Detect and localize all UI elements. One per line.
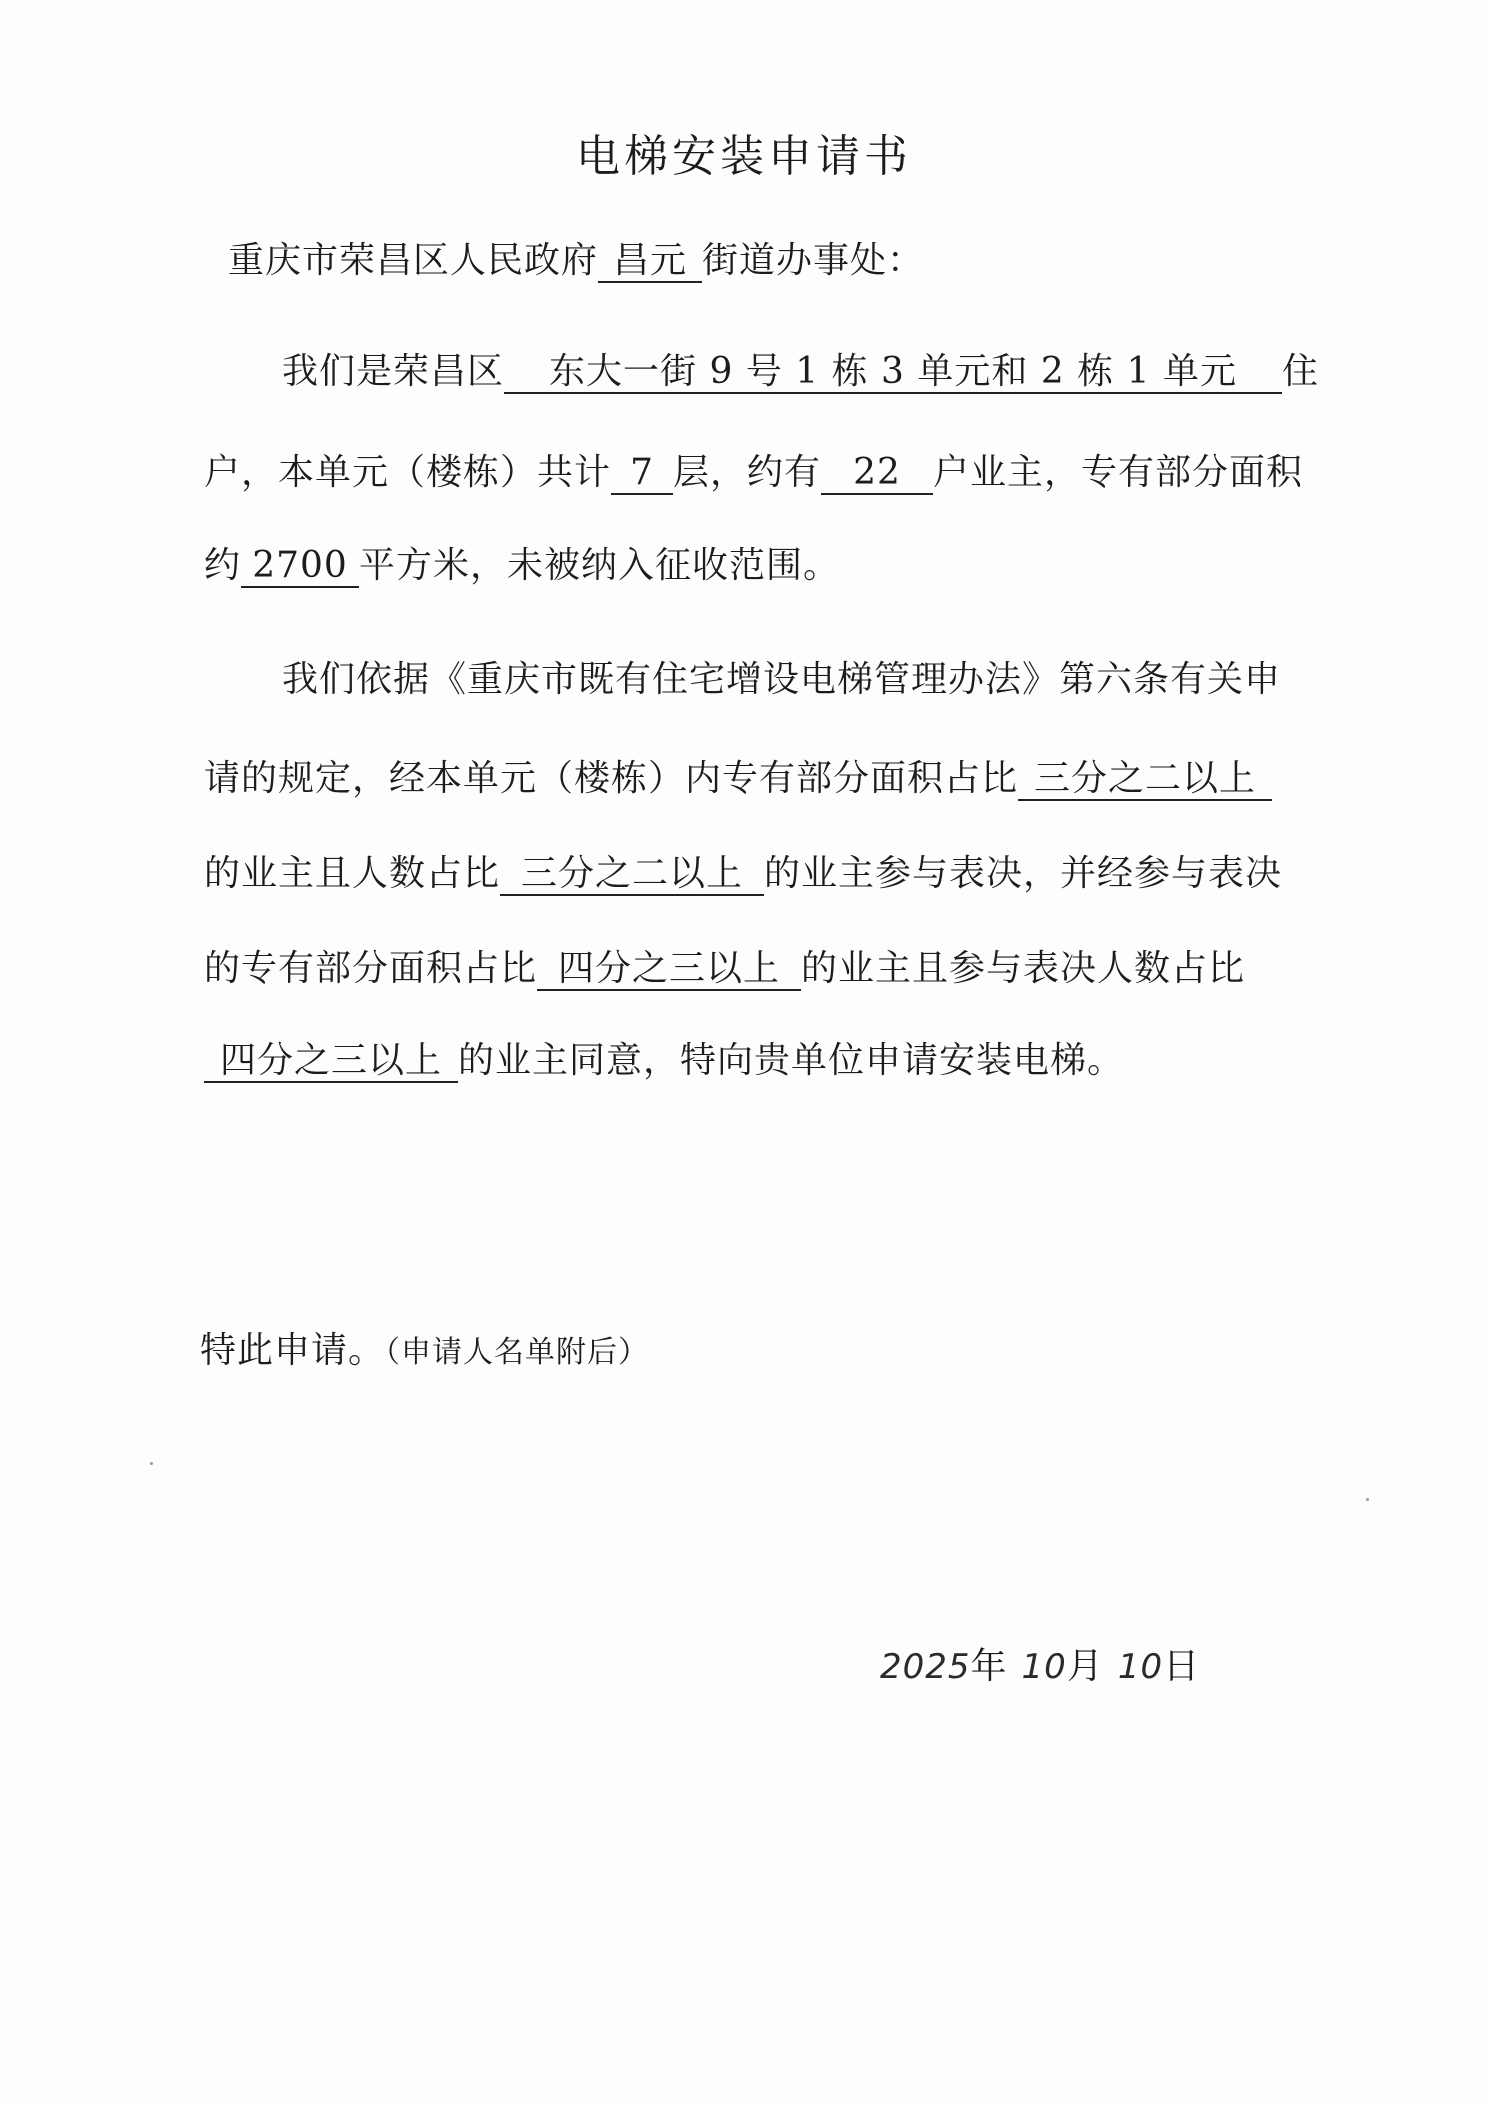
para2-line2	[204, 750, 1272, 801]
para2-line1-text: 我们依据《重庆市既有住宅增设电梯管理办法》第六条有关申	[282, 659, 1282, 700]
para2-count-ratio-participate: 三分之二以上	[500, 853, 764, 896]
para2-line1	[282, 651, 1281, 702]
date-day-unit: 日	[1163, 1646, 1201, 1687]
addressee-suffix: 街道办事处：	[702, 240, 925, 281]
addressee-line	[228, 232, 924, 283]
scan-speck	[150, 1462, 153, 1465]
para1-households: 22	[821, 452, 933, 495]
para1-line2	[204, 444, 1303, 495]
para2-line4	[204, 940, 1245, 991]
para2-line4-a: 的专有部分面积占比	[204, 948, 538, 989]
para1-line1-suffix: 住	[1282, 351, 1320, 392]
date-month: 10	[1021, 1647, 1067, 1687]
para2-area-ratio-agree: 四分之三以上	[537, 948, 801, 991]
para1-line2-b: 层，约有	[673, 452, 822, 493]
para2-line3-b: 的业主参与表决，并经参与表决	[764, 853, 1283, 894]
para1-line3-a: 约	[204, 545, 242, 586]
para2-line2-a: 请的规定，经本单元（楼栋）内专有部分面积占比	[204, 758, 1019, 799]
date-line	[880, 1638, 1200, 1689]
para1-line1	[282, 343, 1319, 394]
document-title: 电梯安装申请书	[576, 131, 912, 182]
addressee-street: 昌元	[598, 240, 702, 283]
para1-address: 东大一街 9 号 1 栋 3 单元和 2 栋 1 单元	[504, 351, 1282, 394]
para1-floors: 7	[611, 452, 673, 495]
closing-text: 特此申请。	[200, 1330, 386, 1371]
para2-line5-b: 的业主同意，特向贵单位申请安装电梯。	[458, 1040, 1125, 1081]
date-year-unit: 年	[970, 1646, 1008, 1687]
para1-area: 2700	[241, 545, 359, 588]
closing-line	[200, 1322, 649, 1373]
para1-line2-c: 户业主，专有部分面积	[933, 452, 1304, 493]
date-day: 10	[1117, 1647, 1164, 1687]
para2-line3	[204, 845, 1282, 896]
closing-note: （申请人名单附后）	[385, 1335, 650, 1370]
para2-area-ratio-participate: 三分之二以上	[1018, 758, 1272, 801]
para2-line3-a: 的业主且人数占比	[204, 853, 501, 894]
para1-line2-a: 户，本单元（楼栋）共计	[204, 452, 612, 493]
para2-line4-b: 的业主且参与表决人数占比	[801, 948, 1246, 989]
date-year: 2025	[880, 1647, 971, 1687]
date-month-unit: 月	[1066, 1646, 1104, 1687]
addressee-prefix: 重庆市荣昌区人民政府	[228, 240, 599, 281]
scan-speck	[1366, 1498, 1369, 1501]
para2-count-ratio-agree: 四分之三以上	[204, 1040, 458, 1083]
para1-line3-b: 平方米，未被纳入征收范围。	[359, 545, 841, 586]
para1-line1-prefix: 我们是荣昌区	[282, 351, 505, 392]
para1-line3	[204, 537, 840, 588]
para2-line5	[204, 1032, 1124, 1083]
